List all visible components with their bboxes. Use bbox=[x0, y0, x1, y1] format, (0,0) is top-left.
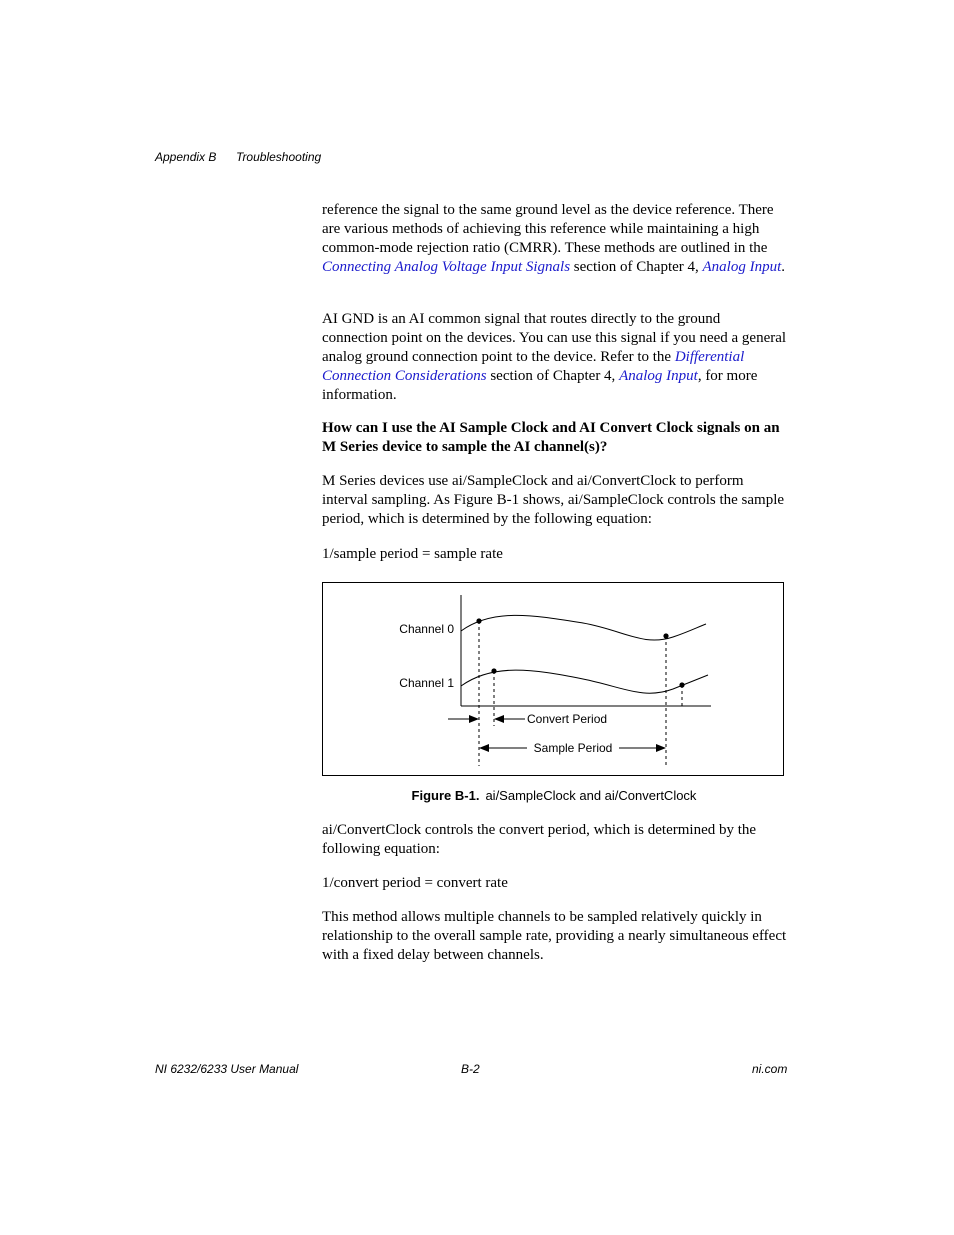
paragraph-cmrr bbox=[322, 201, 788, 277]
channel-0-waveform bbox=[461, 615, 706, 640]
para2-text-a: AI GND is an AI common signal that routes directly to the ground connection point on the devices. You can use this signal if you need a general analog ground connection point to the device. Refer to the bbox=[322, 311, 787, 365]
figure-title: ai/SampleClock and ai/ConvertClock bbox=[485, 788, 697, 803]
footer-manual: NI 6232/6233 User Manual bbox=[155, 1062, 299, 1076]
paragraph-convert-clock: ai/ConvertClock controls the convert period, which is determined by the following equation: bbox=[322, 822, 757, 857]
header-section: Appendix B bbox=[155, 150, 217, 164]
para2-text-c: , for more information. bbox=[322, 368, 758, 403]
footer-site[interactable]: ni.com bbox=[752, 1062, 788, 1076]
channel-0-label: Channel 0 bbox=[399, 622, 454, 636]
paragraph-sample-clock: M Series devices use ai/SampleClock and ai/ConvertClock to perform interval sampling. As Figure B-1 shows, ai/SampleClock controls the sample period, which is determined by the following equation: bbox=[322, 473, 785, 527]
channel-1-label: Channel 1 bbox=[399, 676, 454, 690]
question-heading: How can I use the AI Sample Clock and AI Convert Clock signals on an M Series device to sample the AI channel(s)? bbox=[322, 420, 780, 455]
figure-b1 bbox=[322, 582, 784, 776]
equation-convert-rate: 1/convert period = convert rate bbox=[322, 875, 508, 891]
link-analog-input-2[interactable]: Analog Input bbox=[619, 368, 698, 384]
sample-period-label: Sample Period bbox=[533, 741, 613, 755]
timing-diagram bbox=[323, 583, 785, 777]
paragraph-method: This method allows multiple channels to be sampled relatively quickly in relationship to the overall sample rate, providing a nearly simultaneous effect with a fixed delay between channels. bbox=[322, 909, 787, 963]
paragraph-ai-gnd bbox=[322, 310, 788, 405]
para1-text-c: . bbox=[781, 259, 786, 275]
link-analog-input-1[interactable]: Analog Input bbox=[702, 259, 782, 275]
header-chapter: Troubleshooting bbox=[236, 150, 322, 164]
figure-caption bbox=[322, 788, 786, 803]
figure-number: Figure B-1. bbox=[411, 788, 480, 803]
convert-period-label: Convert Period bbox=[527, 712, 608, 726]
link-connecting-analog-voltage[interactable]: Connecting Analog Voltage Input Signals bbox=[322, 259, 571, 275]
channel-1-waveform bbox=[461, 670, 708, 693]
link-differential-connection[interactable]: Differential Connection Considerations bbox=[322, 349, 745, 384]
para1-text-a: reference the signal to the same ground level as the device reference. There are various methods of achieving this reference while maintaining a high common-mode rejection ratio (CMRR). These methods are outlined in the bbox=[322, 202, 774, 256]
para2-text-b: section of Chapter 4, bbox=[486, 368, 620, 384]
equation-sample-rate: 1/sample period = sample rate bbox=[322, 546, 503, 562]
footer-page-number: B-2 bbox=[461, 1062, 480, 1076]
para1-text-b: section of Chapter 4, bbox=[570, 259, 703, 275]
